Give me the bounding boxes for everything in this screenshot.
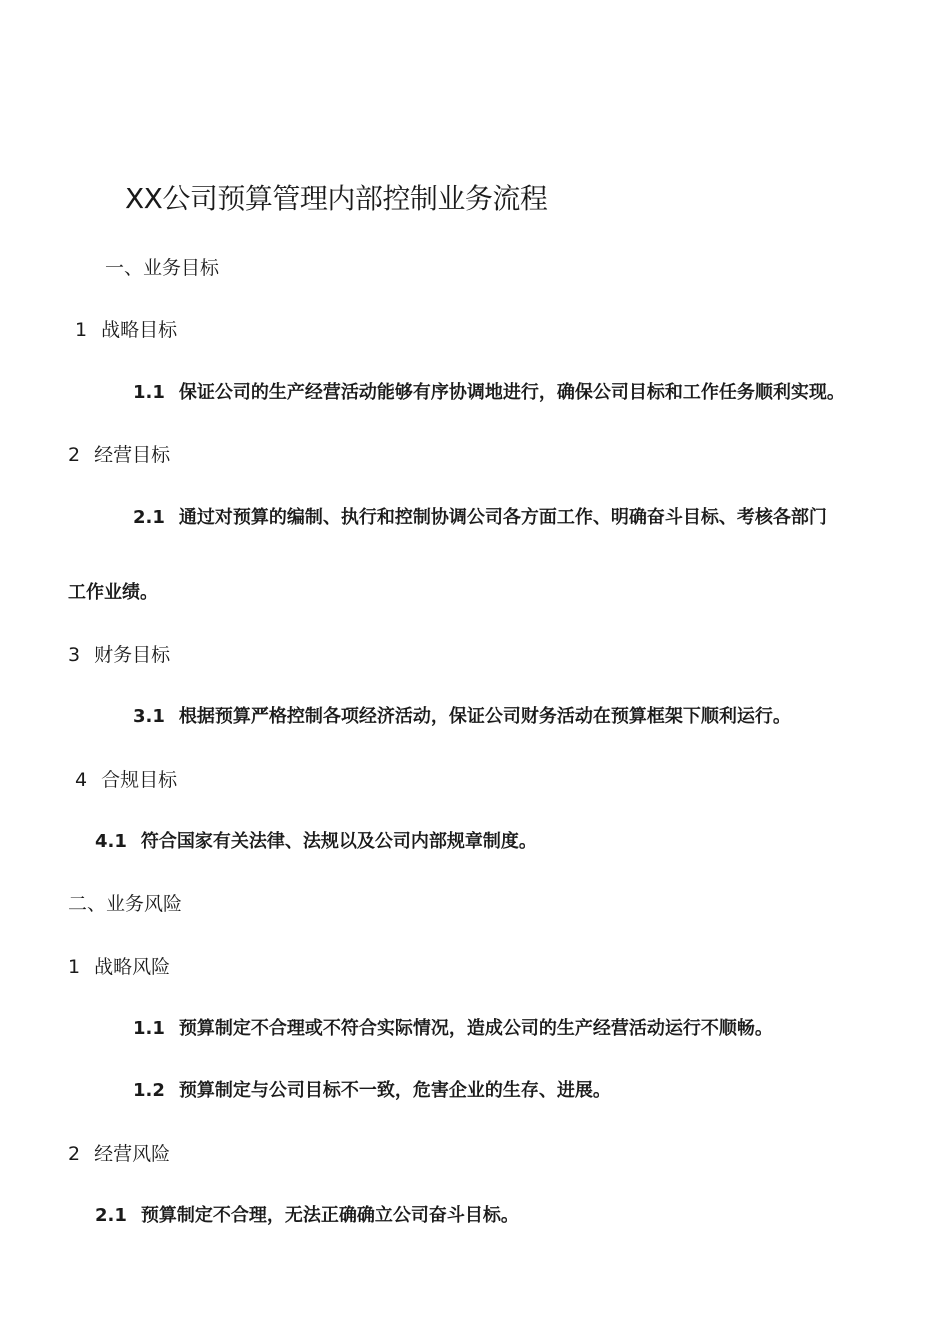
subheading-label: 战略目标 xyxy=(101,319,178,341)
item-1-1-strategic xyxy=(133,384,845,402)
item-text: 预算制定不合理或不符合实际情况，造成公司的生产经营活动运行不顺畅。 xyxy=(178,1018,773,1039)
item-2-1-operational xyxy=(133,509,827,527)
subheading-number: 2 xyxy=(68,1143,81,1165)
subheading-label: 经营目标 xyxy=(94,444,171,466)
subheading-strategic-risks xyxy=(68,958,170,977)
item-text: 保证公司的生产经营活动能够有序协调地进行，确保公司目标和工作任务顺利实现。 xyxy=(178,382,845,403)
section-heading-business-goals: 一、业务目标 xyxy=(105,257,220,279)
item-number: 3.1 xyxy=(133,706,165,727)
item-number: 1.1 xyxy=(133,1018,165,1039)
subheading-number: 4 xyxy=(75,769,88,791)
item-1-1-strategic-risk xyxy=(133,1020,773,1038)
subheading-number: 2 xyxy=(68,444,81,466)
item-text: 预算制定不合理，无法正确确立公司奋斗目标。 xyxy=(140,1205,519,1226)
item-1-2-strategic-risk xyxy=(133,1082,611,1100)
subheading-label: 经营风险 xyxy=(94,1143,171,1165)
subheading-strategic-goals xyxy=(75,321,177,340)
subheading-label: 财务目标 xyxy=(94,644,171,666)
subheading-compliance-goals xyxy=(75,771,177,790)
subheading-number: 1 xyxy=(68,956,81,978)
subheading-number: 1 xyxy=(75,319,88,341)
section-heading-business-risks: 二、业务风险 xyxy=(68,893,183,915)
item-text: 符合国家有关法律、法规以及公司内部规章制度。 xyxy=(140,831,537,852)
item-3-1-financial xyxy=(133,708,791,726)
item-number: 2.1 xyxy=(133,507,165,528)
item-2-1-operational-risk xyxy=(95,1207,519,1225)
document-title: XX公司预算管理内部控制业务流程 xyxy=(125,182,548,215)
subheading-operational-risks xyxy=(68,1145,170,1164)
item-text: 通过对预算的编制、执行和控制协调公司各方面工作、明确奋斗目标、考核各部门 xyxy=(178,507,827,528)
item-number: 4.1 xyxy=(95,831,127,852)
subheading-label: 合规目标 xyxy=(101,769,178,791)
item-text: 根据预算严格控制各项经济活动，保证公司财务活动在预算框架下顺利运行。 xyxy=(178,706,791,727)
item-2-1-continuation: 工作业绩。 xyxy=(68,582,158,603)
item-number: 1.2 xyxy=(133,1080,165,1101)
item-number: 1.1 xyxy=(133,382,165,403)
item-number: 2.1 xyxy=(95,1205,127,1226)
item-text: 预算制定与公司目标不一致，危害企业的生存、进展。 xyxy=(178,1080,611,1101)
subheading-number: 3 xyxy=(68,644,81,666)
item-4-1-compliance xyxy=(95,833,537,851)
subheading-label: 战略风险 xyxy=(94,956,171,978)
subheading-operational-goals xyxy=(68,446,170,465)
subheading-financial-goals xyxy=(68,646,170,665)
